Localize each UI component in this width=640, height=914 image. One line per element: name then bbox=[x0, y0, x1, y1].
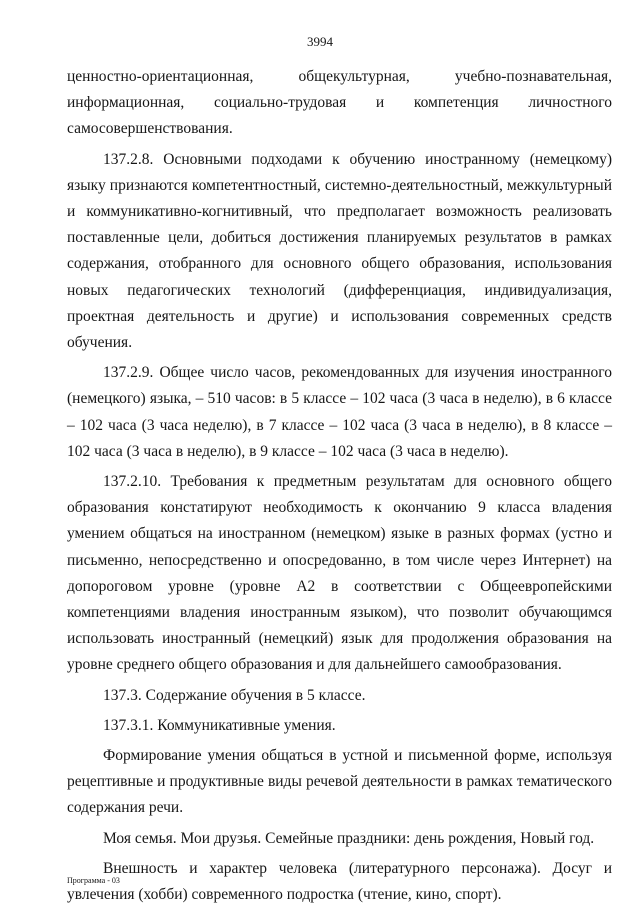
paragraph-competencies: ценностно-ориентационная, общекультурная, учебно-познавательная, информационная, социально-трудовая и компетенция личностного самосовершенствования. bbox=[67, 68, 612, 138]
footer-label: Программа - 03 bbox=[67, 876, 120, 885]
document-body bbox=[67, 64, 612, 908]
paragraph-137-3: 137.3. Содержание обучения в 5 классе. bbox=[103, 686, 366, 704]
paragraph-137-3-1: 137.3.1. Коммуникативные умения. bbox=[103, 716, 336, 734]
paragraph-topics-appearance: Внешность и характер человека (литературного персонажа). Досуг и увлечения (хобби) современного подростка (чтение, кино, спорт). bbox=[67, 859, 612, 904]
page-number: 3994 bbox=[307, 34, 333, 49]
paragraph-communication-skills: Формирование умения общаться в устной и письменной форме, используя рецептивные и продуктивные виды речевой деятельности в рамках тематического содержания речи. bbox=[67, 747, 612, 817]
paragraph-137-2-10: 137.2.10. Требования к предметным результатам для основного общего образования констатируют необходимость к окончанию 9 класса владения умением общаться на иностранном (немецком) языке в разных формах (устно и письменно, непосредственно и опосредованно, в том числе через Интернет) на допороговом уровне (уровне А2 в соответствии с Общеевропейскими компетенциями владения иностранным языком), что позволит обучающимся использовать иностранный (немецкий) язык для продолжения образования на уровне среднего общего образования и для дальнейшего самообразования. bbox=[67, 473, 612, 674]
paragraph-137-2-9: 137.2.9. Общее число часов, рекомендованных для изучения иностранного (немецкого) языка, – 510 часов: в 5 классе – 102 часа (3 часа в неделю), в 6 классе – 102 часа (3 часа неделю), в 7 классе – 102 часа (3 часа в неделю), в 8 классе –102 часа (3 часа в неделю), в 9 классе – 102 часа (3 часа в неделю). bbox=[67, 364, 612, 460]
paragraph-137-2-8: 137.2.8. Основными подходами к обучению иностранному (немецкому) языку признаются компетентностный, системно-деятельностный, межкультурный и коммуникативно-когнитивный, что предполагает возможность реализовать поставленные цели, добиться достижения планируемых результатов в рамках содержания, отобранного для основного общего образования, использования новых педагогических технологий (дифференциация, индивидуализация, проектная деятельность и другие) и использования современных средств обучения. bbox=[67, 150, 612, 352]
paragraph-topics-family: Моя семья. Мои друзья. Семейные праздники: день рождения, Новый год. bbox=[103, 829, 595, 847]
